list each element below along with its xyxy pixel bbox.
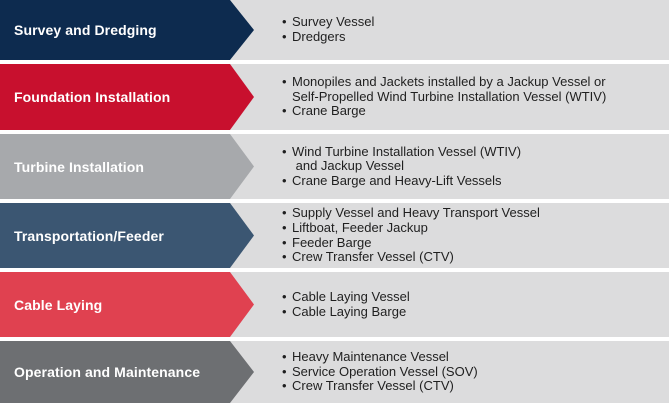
vessel-item-text: Crew Transfer Vessel (CTV) — [292, 249, 454, 265]
vessel-list-item — [282, 30, 374, 45]
vessel-item-text: Crane Barge and Heavy-Lift Vessels — [292, 172, 502, 188]
bullet-marker: • — [282, 14, 287, 30]
vessel-list-item — [282, 206, 540, 221]
vessel-item-text: Cable Laying Barge — [292, 303, 407, 319]
vessel-list — [282, 203, 540, 268]
vessel-list — [282, 0, 374, 60]
bullet-marker: • — [282, 234, 287, 250]
category-title: Survey and Dredging — [14, 22, 157, 38]
vessel-list-item — [282, 221, 540, 236]
vessel-item-text: Crew Transfer Vessel (CTV) — [292, 378, 454, 394]
bullet-marker: • — [282, 205, 287, 221]
row-foundation-installation — [0, 64, 669, 130]
vessel-list-item — [282, 250, 540, 265]
vessel-item-text: Liftboat, Feeder Jackup — [292, 219, 428, 235]
vessel-list — [282, 341, 478, 403]
row-operation-and-maintenance — [0, 341, 669, 403]
vessel-list-item — [282, 90, 606, 105]
bullet-marker: • — [282, 249, 287, 265]
category-title: Transportation/Feeder — [14, 227, 164, 244]
vessel-list-item — [282, 365, 478, 380]
vessel-list-item — [282, 104, 606, 119]
category-title: Cable Laying — [14, 296, 103, 313]
bullet-marker: • — [282, 143, 287, 159]
vessel-item-text: Cable Laying Vessel — [292, 288, 410, 304]
vessel-item-text: Survey Vessel — [292, 14, 375, 30]
vessel-item-text: and Jackup Vessel — [292, 158, 405, 174]
vessel-item-text: Monopiles and Jackets installed by a Jackup Vessel or — [292, 74, 606, 90]
category-title: Operation and Maintenance — [14, 364, 201, 380]
vessel-list-item — [282, 15, 374, 30]
vessel-list-item — [282, 290, 410, 305]
bullet-marker: • — [282, 103, 287, 119]
vessel-list-item — [282, 305, 410, 320]
vessel-list — [282, 272, 410, 337]
vessel-list-item — [282, 350, 478, 365]
vessel-item-text: Crane Barge — [292, 103, 366, 119]
vessel-list-item — [282, 75, 606, 90]
category-title: Turbine Installation — [14, 158, 145, 175]
row-transportation-feeder — [0, 203, 669, 268]
vessel-item-text: Dredgers — [292, 29, 346, 44]
row-turbine-installation — [0, 134, 669, 199]
vessel-item-text: Heavy Maintenance Vessel — [292, 349, 449, 365]
vessel-item-text: Supply Vessel and Heavy Transport Vessel — [292, 205, 540, 221]
bullet-marker: • — [282, 172, 287, 188]
bullet-marker: • — [282, 219, 287, 235]
bullet-marker: • — [282, 74, 287, 90]
bullet-marker: • — [282, 378, 287, 394]
vessel-list-item — [282, 159, 521, 174]
bullet-marker: • — [282, 29, 287, 44]
row-cable-laying — [0, 272, 669, 337]
vessel-item-text: Feeder Barge — [292, 234, 372, 250]
vessel-item-text: Self-Propelled Wind Turbine Installation Vessel (WTIV) — [292, 88, 607, 104]
vessel-list-item — [282, 379, 478, 394]
category-title: Foundation Installation — [14, 89, 171, 105]
vessel-list-item — [282, 145, 521, 160]
vessel-list — [282, 134, 521, 199]
vessel-list — [282, 64, 606, 130]
vessel-list-item — [282, 174, 521, 189]
bullet-marker: • — [282, 303, 287, 319]
vessel-item-text: Service Operation Vessel (SOV) — [292, 363, 478, 379]
vessel-item-text: Wind Turbine Installation Vessel (WTIV) — [292, 143, 522, 159]
row-survey-and-dredging — [0, 0, 669, 60]
bullet-marker: • — [282, 349, 287, 365]
vessel-list-item — [282, 236, 540, 251]
bullet-marker: • — [282, 363, 287, 379]
bullet-marker: • — [282, 288, 287, 304]
